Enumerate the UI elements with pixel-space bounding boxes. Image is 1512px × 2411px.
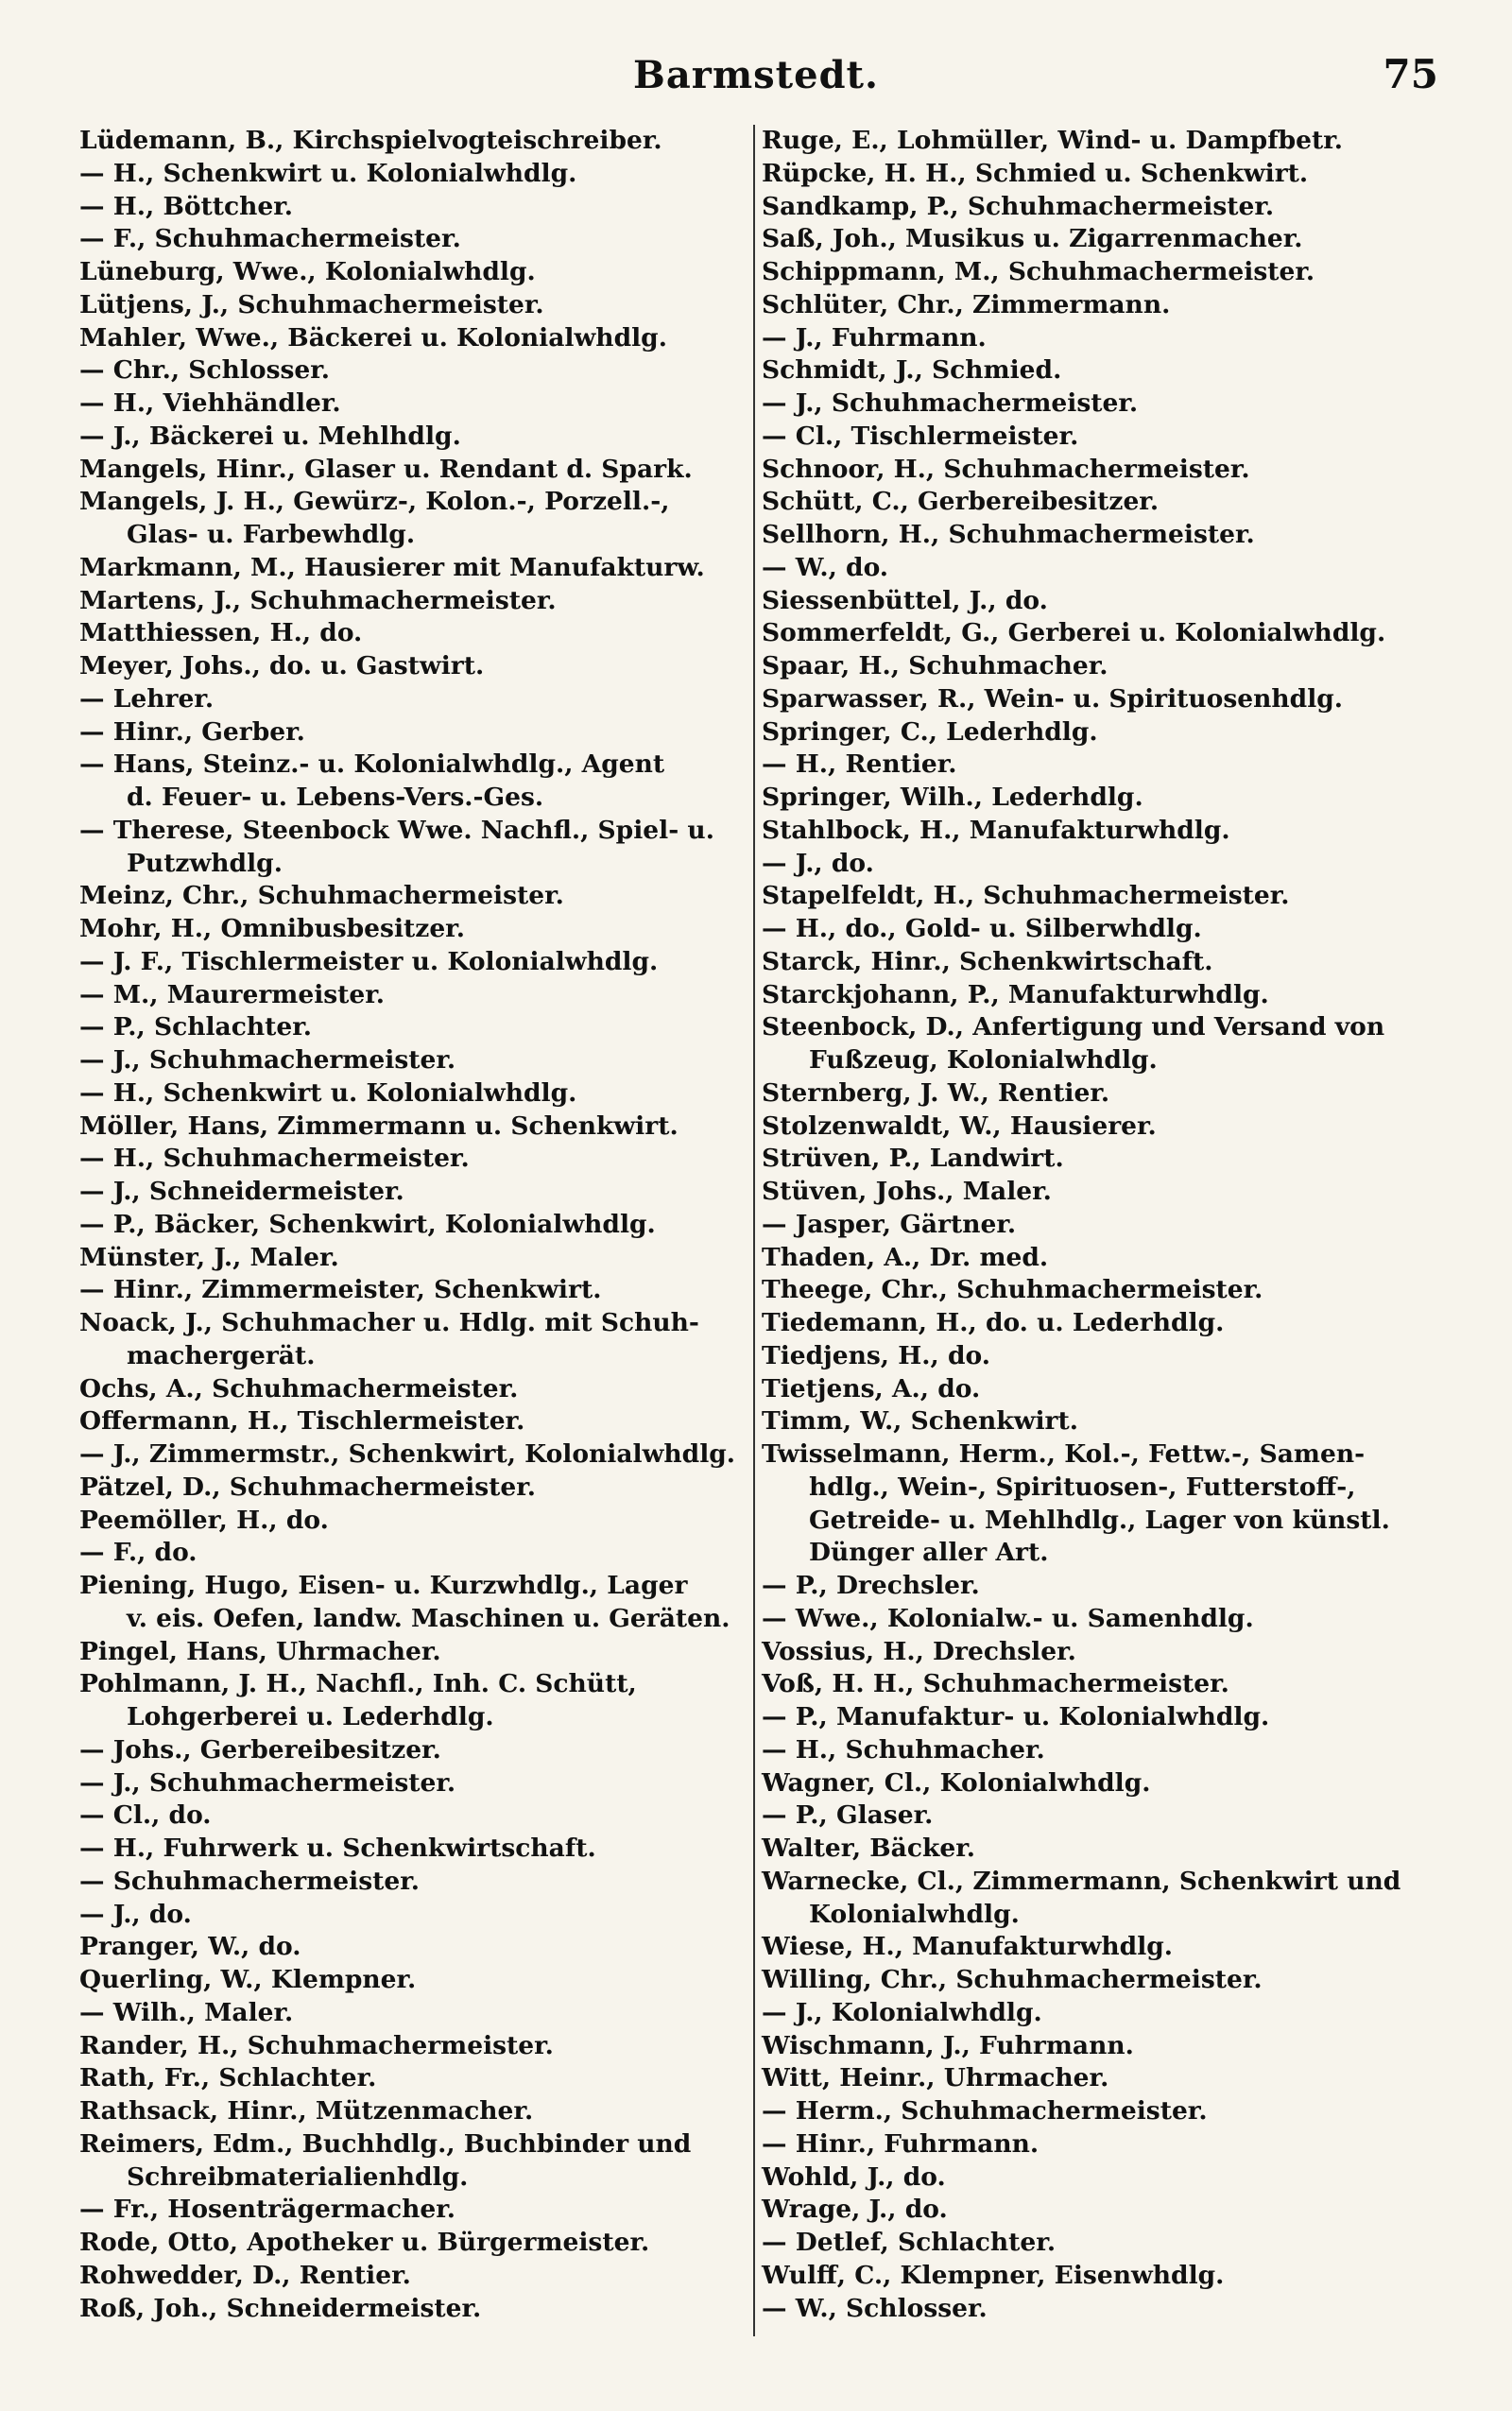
entry: Springer, C., Lederhdlg. [762, 716, 1098, 747]
entry: Thaden, A., Dr. med. [762, 1242, 1049, 1272]
entry: Voß, H. H., Schuhmachermeister. [762, 1669, 1229, 1699]
entry: Timm, W., Schenkwirt. [762, 1406, 1078, 1437]
entry-continuation: machergerät. [127, 1340, 316, 1370]
entry-continuation: Lohgerberei u. Lederhdlg. [127, 1702, 494, 1731]
entry: — Therese, Steenbock Wwe. Nachfl., Spiel- u. [79, 815, 714, 845]
entry: — Cl., do. [79, 1800, 212, 1831]
entry: Warnecke, Cl., Zimmermann, Schenkwirt und [762, 1866, 1401, 1896]
entry: — P., Manufaktur- u. Kolonialwhdlg. [762, 1702, 1270, 1731]
entry: Mahler, Wwe., Bäckerei u. Kolonialwhdlg. [79, 322, 667, 353]
entry: Vossius, H., Drechsler. [762, 1636, 1076, 1666]
entry: Meyer, Johs., do. u. Gastwirt. [79, 651, 485, 680]
entry: Saß, Joh., Musikus u. Zigarrenmacher. [762, 224, 1303, 254]
entry: — H., Böttcher. [79, 191, 294, 221]
entry: Schlüter, Chr., Zimmermann. [762, 289, 1171, 319]
entry: — H., Fuhrwerk u. Schenkwirtschaft. [79, 1834, 596, 1863]
entry: Starck, Hinr., Schenkwirtschaft. [762, 946, 1213, 976]
entry-continuation: Glas- u. Farbewhdlg. [127, 520, 416, 549]
entry: Münster, J., Maler. [79, 1242, 339, 1272]
entry: Ruge, E., Lohmüller, Wind- u. Dampfbetr. [762, 126, 1343, 155]
entry: Sparwasser, R., Wein- u. Spirituosenhdlg. [762, 683, 1344, 714]
entry: Rüpcke, H. H., Schmied u. Schenkwirt. [762, 158, 1309, 188]
entry: — Hans, Steinz.- u. Kolonialwhdlg., Agent [79, 749, 665, 780]
entry: Martens, J., Schuhmachermeister. [79, 585, 557, 615]
entry-continuation: v. eis. Oefen, landw. Maschinen u. Geräten. [127, 1603, 730, 1633]
entry: Roß, Joh., Schneidermeister. [79, 2293, 482, 2323]
entry: Schütt, C., Gerbereibesitzer. [762, 487, 1160, 517]
entry: Sommerfeldt, G., Gerberei u. Kolonialwhdlg. [762, 618, 1386, 648]
entry: Sellhorn, H., Schuhmachermeister. [762, 520, 1255, 549]
entry: — H., do., Gold- u. Silberwhdlg. [762, 914, 1202, 943]
entry: Spaar, H., Schuhmacher. [762, 651, 1108, 680]
column-divider [753, 125, 755, 2336]
entry: Tietjens, A., do. [762, 1373, 981, 1404]
entry: — J., do. [79, 1899, 192, 1929]
entry: Schnoor, H., Schuhmachermeister. [762, 454, 1250, 484]
entry: Siessenbüttel, J., do. [762, 585, 1048, 615]
entry: — Cl., Tischlermeister. [762, 421, 1079, 451]
entry: Tiedemann, H., do. u. Lederhdlg. [762, 1308, 1225, 1337]
entry: Lüdemann, B., Kirchspielvogteischreiber. [79, 126, 662, 155]
entry: — J., Zimmermstr., Schenkwirt, Kolonialwhdlg. [79, 1439, 736, 1469]
entry: Stolzenwaldt, W., Hausierer. [762, 1111, 1157, 1141]
entry: Starckjohann, P., Manufakturwhdlg. [762, 979, 1269, 1009]
entry: Matthiessen, H., do. [79, 618, 363, 648]
entry: — H., Schuhmacher. [762, 1734, 1045, 1765]
entry: — J., Fuhrmann. [762, 322, 987, 353]
entry: Rath, Fr., Schlachter. [79, 2063, 377, 2093]
page-number: 75 [1383, 51, 1438, 97]
entry: Schmidt, J., Schmied. [762, 355, 1062, 386]
entry: — Herm., Schuhmachermeister. [762, 2096, 1208, 2126]
entry: Querling, W., Klempner. [79, 1965, 417, 1994]
entry: — H., Schuhmachermeister. [79, 1144, 470, 1174]
entry: Schippmann, M., Schuhmachermeister. [762, 257, 1315, 286]
entry: Möller, Hans, Zimmermann u. Schenkwirt. [79, 1111, 679, 1141]
entry: — J., Schneidermeister. [79, 1177, 404, 1206]
entry: — J. F., Tischlermeister u. Kolonialwhdlg. [79, 946, 659, 976]
entry: Wagner, Cl., Kolonialwhdlg. [762, 1767, 1151, 1798]
entry: Stapelfeldt, H., Schuhmachermeister. [762, 881, 1290, 911]
entry-continuation: Kolonialwhdlg. [809, 1899, 1020, 1929]
entry: — P., Bäcker, Schenkwirt, Kolonialwhdlg. [79, 1209, 656, 1239]
entry: — J., do. [762, 848, 874, 878]
entry: Pranger, W., do. [79, 1932, 301, 1962]
entry: Springer, Wilh., Lederhdlg. [762, 783, 1143, 812]
entry-continuation: d. Feuer- u. Lebens-Vers.-Ges. [127, 783, 544, 812]
entry-continuation: hdlg., Wein-, Spirituosen-, Futterstoff-, [809, 1472, 1356, 1502]
entry: — J., Schuhmachermeister. [762, 388, 1139, 418]
entry: — P., Drechsler. [762, 1571, 980, 1600]
left-column [79, 125, 752, 2325]
entry: — W., do. [762, 552, 889, 582]
entry: Willing, Chr., Schuhmachermeister. [762, 1965, 1263, 1994]
entry: Sternberg, J. W., Rentier. [762, 1077, 1110, 1108]
entry: — Schuhmachermeister. [79, 1866, 420, 1896]
entry: — H., Rentier. [762, 749, 957, 780]
entry: Walter, Bäcker. [762, 1834, 975, 1863]
entry-continuation: Putzwhdlg. [127, 848, 283, 878]
entry: Wrage, J., do. [762, 2195, 948, 2225]
entry-continuation: Schreibmaterialienhdlg. [127, 2161, 469, 2192]
entry: — Hinr., Fuhrmann. [762, 2128, 1040, 2159]
right-column [762, 125, 1438, 2325]
entry: Rode, Otto, Apotheker u. Bürgermeister. [79, 2228, 650, 2257]
entry: Rathsack, Hinr., Mützenmacher. [79, 2096, 534, 2126]
entry: — H., Viehhändler. [79, 388, 341, 418]
entry: Offermann, H., Tischlermeister. [79, 1406, 525, 1437]
entry: Pohlmann, J. H., Nachfl., Inh. C. Schütt, [79, 1669, 637, 1699]
entry: — Chr., Schlosser. [79, 355, 331, 386]
entry: — F., do. [79, 1538, 198, 1568]
entry: — J., Kolonialwhdlg. [762, 1997, 1042, 2027]
entry: Tiedjens, H., do. [762, 1340, 990, 1370]
entry: — Hinr., Zimmermeister, Schenkwirt. [79, 1275, 602, 1305]
entry: — P., Schlachter. [79, 1012, 312, 1042]
entry: Piening, Hugo, Eisen- u. Kurzwhdlg., Lager [79, 1571, 688, 1600]
entry: Meinz, Chr., Schuhmachermeister. [79, 881, 564, 911]
entry-continuation: Getreide- u. Mehlhdlg., Lager von künstl. [809, 1505, 1390, 1535]
entry: Wiese, H., Manufakturwhdlg. [762, 1932, 1174, 1962]
entry: Sandkamp, P., Schuhmachermeister. [762, 191, 1275, 221]
entry: Stahlbock, H., Manufakturwhdlg. [762, 815, 1230, 845]
entry: Mangels, J. H., Gewürz-, Kolon.-, Porzell.-, [79, 487, 670, 517]
entry: — M., Maurermeister. [79, 979, 386, 1009]
entry: Lüneburg, Wwe., Kolonialwhdlg. [79, 257, 536, 286]
entry: — F., Schuhmachermeister. [79, 224, 461, 254]
entry: Mohr, H., Omnibusbesitzer. [79, 914, 465, 943]
entry: Peemöller, H., do. [79, 1505, 329, 1535]
entry: Stüven, Johs., Maler. [762, 1177, 1052, 1206]
entry: — Johs., Gerbereibesitzer. [79, 1734, 441, 1765]
entry: Twisselmann, Herm., Kol.-, Fettw.-, Samen- [762, 1439, 1366, 1469]
entry: — J., Schuhmachermeister. [79, 1767, 456, 1798]
entry: — J., Schuhmachermeister. [79, 1045, 456, 1075]
page-title: Barmstedt. [633, 53, 879, 97]
entry: Steenbock, D., Anfertigung und Versand von [762, 1012, 1385, 1042]
entry: Theege, Chr., Schuhmachermeister. [762, 1275, 1263, 1305]
entry: — H., Schenkwirt u. Kolonialwhdlg. [79, 158, 577, 188]
entry: — W., Schlosser. [762, 2293, 988, 2323]
entry-continuation: Dünger aller Art. [809, 1538, 1049, 1568]
entry: — Fr., Hosenträgermacher. [79, 2195, 455, 2225]
entry: Lütjens, J., Schuhmachermeister. [79, 289, 544, 319]
entry: Pingel, Hans, Uhrmacher. [79, 1636, 441, 1666]
entry: Witt, Heinr., Uhrmacher. [762, 2063, 1109, 2093]
entry: — P., Glaser. [762, 1800, 934, 1831]
entry: Rander, H., Schuhmachermeister. [79, 2030, 554, 2060]
entry: Wohld, J., do. [762, 2161, 946, 2192]
entry: — J., Bäckerei u. Mehlhdlg. [79, 421, 461, 451]
entry: — Wwe., Kolonialw.- u. Samenhdlg. [762, 1603, 1254, 1633]
entry: Reimers, Edm., Buchhdlg., Buchbinder und [79, 2128, 692, 2159]
entry: Wulff, C., Klempner, Eisenwhdlg. [762, 2260, 1225, 2290]
entry: Markmann, M., Hausierer mit Manufakturw. [79, 552, 705, 582]
entry: Rohwedder, D., Rentier. [79, 2260, 411, 2290]
entry: — Hinr., Gerber. [79, 716, 305, 747]
entry: — H., Schenkwirt u. Kolonialwhdlg. [79, 1077, 577, 1108]
entry-continuation: Fußzeug, Kolonialwhdlg. [809, 1045, 1158, 1075]
entry: Mangels, Hinr., Glaser u. Rendant d. Spark. [79, 454, 693, 484]
entry: Pätzel, D., Schuhmachermeister. [79, 1472, 537, 1502]
entry: Ochs, A., Schuhmachermeister. [79, 1373, 519, 1404]
entry: — Lehrer. [79, 683, 215, 714]
entry: Wischmann, J., Fuhrmann. [762, 2030, 1134, 2060]
entry: — Detlef, Schlachter. [762, 2228, 1057, 2257]
entry: — Wilh., Maler. [79, 1997, 294, 2027]
entry: Noack, J., Schuhmacher u. Hdlg. mit Schuh- [79, 1308, 699, 1337]
entry: Strüven, P., Landwirt. [762, 1144, 1064, 1174]
entry: — Jasper, Gärtner. [762, 1209, 1017, 1239]
